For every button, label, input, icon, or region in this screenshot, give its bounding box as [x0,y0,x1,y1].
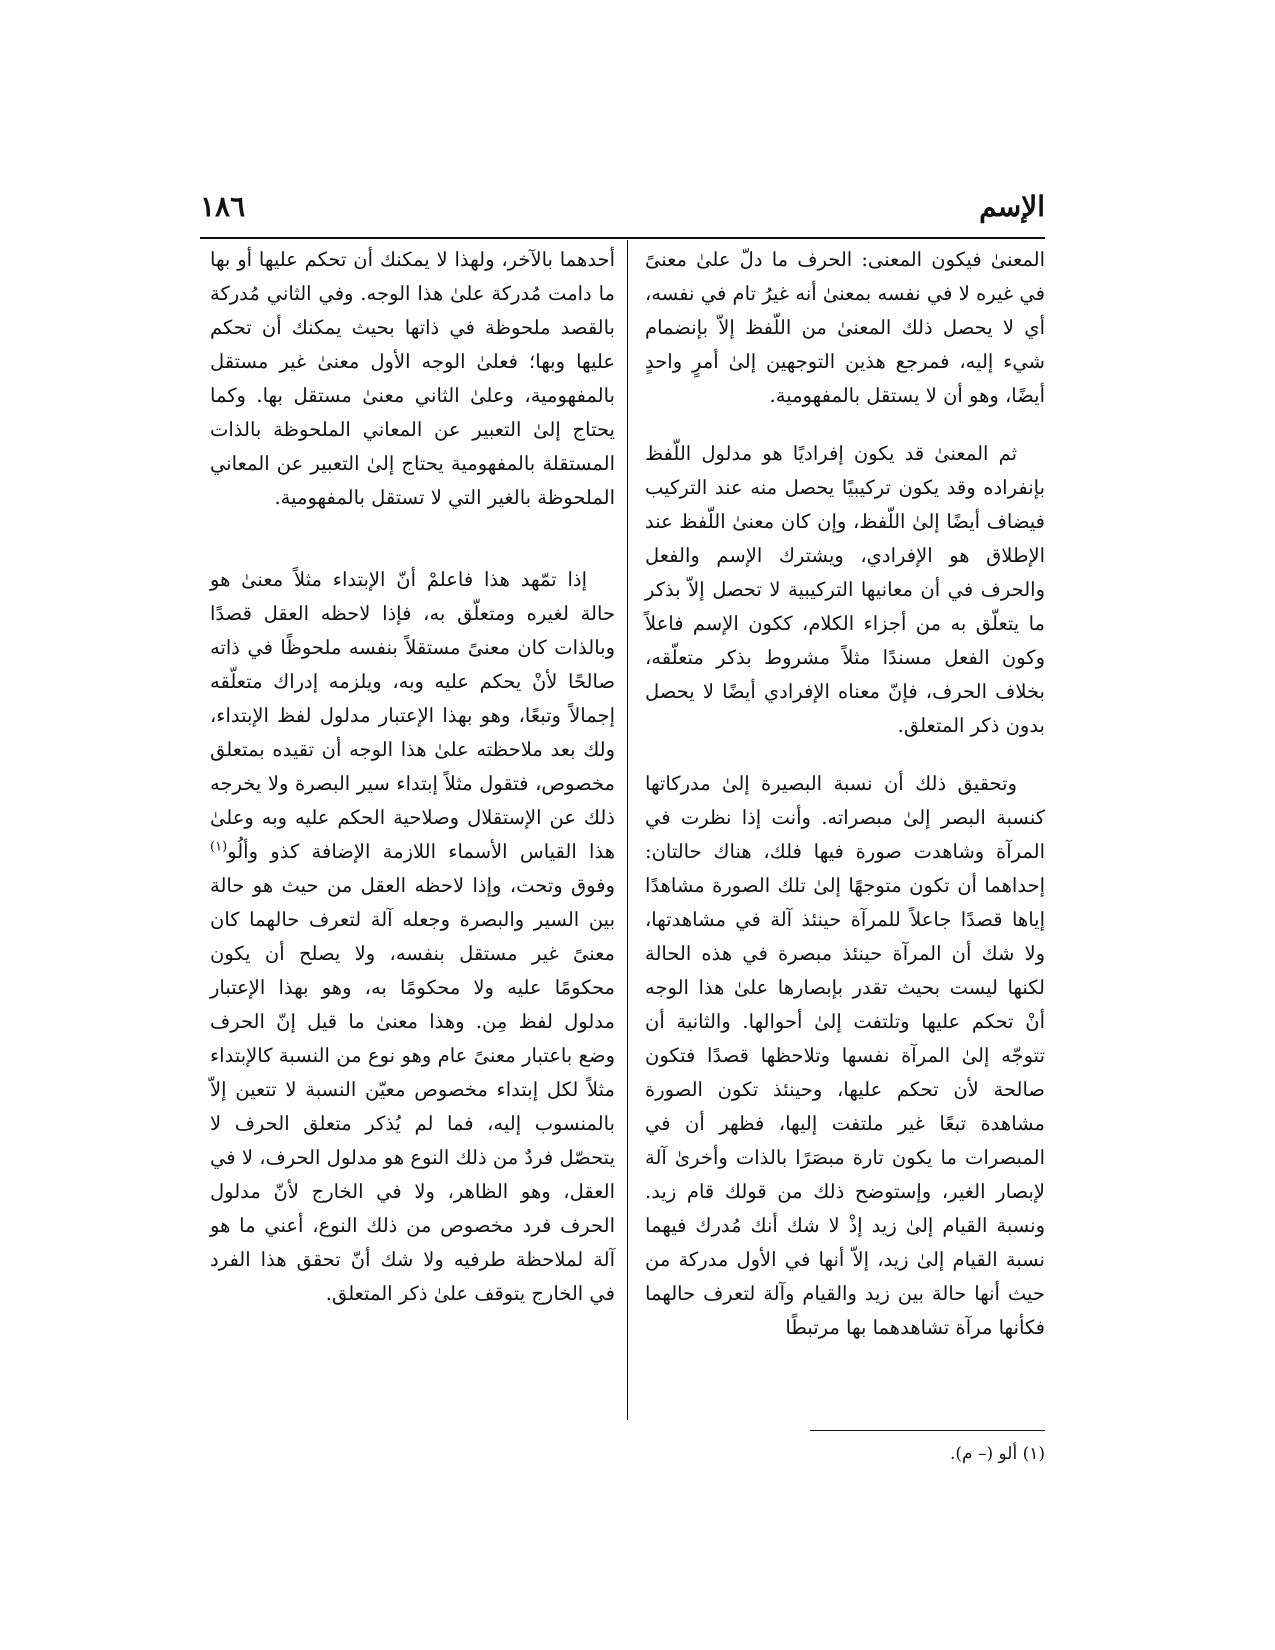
page-number: ١٨٦ [200,190,246,223]
header-rule [200,237,1045,239]
running-head [200,190,1045,230]
footnote-rule [810,1430,1045,1431]
column-divider [627,240,628,1420]
chapter-title: الإسم [979,190,1045,223]
paragraph [210,563,615,1311]
left-column [210,243,615,1311]
paragraph-gap [645,743,1045,767]
paragraph-text: إذا تمّهد هذا فاعلمْ أنّ الإبتداء مثلاً معنىٰ هو حالة لغيره ومتعلّق به، فإذا لاحظه العقل قصدًا وبالذات كان معنىً مستقلاً بنفسه ملحوظًا في ذاته صالحًا لأنْ يحكم عليه وبه، ويلزمه إدراك متعلّقه إجمالاً وتبعًا، وهو بهذا الإعتبار مدلول لفظ الإبتداء، ولك بعد ملاحظته علىٰ هذا الوجه أن تقيده بمتعلق مخصوص، فتقول مثلاً إبتداء سير البصرة ولا يخرجه ذلك عن الإستقلال وصلاحية الحكم عليه وبه وعلىٰ هذا القياس الأسماء اللازمة الإضافة كذو وألُو [210,568,615,863]
paragraph-text: وفوق وتحت، وإذا لاحظه العقل من حيث هو حالة بين السير والبصرة وجعله آلة لتعرف حالهما كان معنىً غير مستقل بنفسه، ولا يصلح أن يكون محكومًا عليه ولا محكومًا به، وهو بهذا الإعتبار مدلول لفظ مِن. وهذا معنىٰ ما قيل إنّ الحرف وضع باعتبار معنىً عام وهو نوع من النسبة كالإبتداء مثلاً لكل إبتداء مخصوص معيّن النسبة لا تتعين إلاّ بالمنسوب إليه، فما لم يُذكر متعلق الحرف لا يتحصّل فردٌ من ذلك النوع هو مدلول الحرف، لا في العقل، وهو الظاهر، ولا في الخارج لأنّ مدلول الحرف فرد مخصوص من ذلك النوع، أعني ما هو آلة لملاحظة طرفيه ولا شك أنّ تحقق هذا الفرد في الخارج يتوقف علىٰ ذكر المتعلق. [210,874,615,1305]
paragraph: ثم المعنىٰ قد يكون إفراديًا هو مدلول اللّفظ بإنفراده وقد يكون تركيبيًا يحصل منه عند التركيب فيضاف أيضًا إلىٰ اللّفظ، وإن كان معنىٰ اللّفظ عند الإطلاق هو الإفرادي، ويشترك الإسم والفعل والحرف في أن معانيها التركيبية لا تحصل إلاّ بذكر ما يتعلّق به من أجزاء الكلام، ككون الإسم فاعلاً وكون الفعل مسندًا مثلاً مشروط بذكر متعلّقه، بخلاف الحرف، فإنّ معناه الإفرادي أيضًا لا يحصل بدون ذكر المتعلق. [645,442,1045,737]
right-column [645,243,1045,1345]
footnote-marker: (١) [210,839,228,855]
footnote: (١) ألو (– م). [949,1444,1045,1464]
paragraph: المعنىٰ فيكون المعنى: الحرف ما دلّ علىٰ معنىً في غيره لا في نفسه بمعنىٰ أنه غيرُ تام في نفسه، أي لا يحصل ذلك المعنىٰ من اللّفظ إلاّ بإنضمام شيء إليه، فمرجع هذين التوجهين إلىٰ أمرٍ واحدٍ أيضًا، وهو أن لا يستقل بالمفهومية. [645,248,1045,407]
paragraph: أحدهما بالآخر، ولهذا لا يمكنك أن تحكم عليها أو بها ما دامت مُدركة علىٰ هذا الوجه. وفي الثاني مُدركة بالقصد ملحوظة في ذاتها بحيث يمكنك أن تحكم عليها وبها؛ فعلىٰ الوجه الأول معنىٰ غير مستقل بالمفهومية، وعلىٰ الثاني معنىٰ مستقل بها. وكما يحتاج إلىٰ التعبير عن المعاني الملحوظة بالذات المستقلة بالمفهومية يحتاج إلىٰ التعبير عن المعاني الملحوظة بالغير التي لا تستقل بالمفهومية. [210,248,615,509]
paragraph-gap [645,413,1045,437]
paragraph: وتحقيق ذلك أن نسبة البصيرة إلىٰ مدركاتها كنسبة البصر إلىٰ مبصراته. وأنت إذا نظرت في المرآة وشاهدت صورة فيها فلك، هناك حالتان: إحداهما أن تكون متوجهًا إلىٰ تلك الصورة مشاهدًا إياها قصدًا جاعلاً للمرآة حينئذ آلة في مشاهدتها، ولا شك أن المرآة حينئذ مبصرة في هذه الحالة لكنها ليست بحيث تقدر بإبصارها علىٰ هذا الوجه أنْ تحكم عليها وتلتفت إلىٰ أحوالها. والثانية أن تتوجّه إلىٰ المرآة نفسها وتلاحظها قصدًا فتكون صالحة لأن تحكم عليها، وحينئذ تكون الصورة مشاهدة تبعًا غير ملتفت إليها، فظهر أن في المبصرات ما يكون تارة مبصَرًا بالذات وأخرىٰ آلة لإبصار الغير، وإستوضح ذلك من قولك قام زيد. ونسبة القيام إلىٰ زيد إذْ لا شك أنك مُدرك فيهما نسبة القيام إلىٰ زيد، إلاّ أنها في الأول مدركة من حيث أنها حالة بين زيد والقيام وآلة لتعرف حالهما فكأنها مرآة تشاهدهما بها مرتبطًا [645,772,1045,1339]
paragraph-gap [210,515,615,563]
